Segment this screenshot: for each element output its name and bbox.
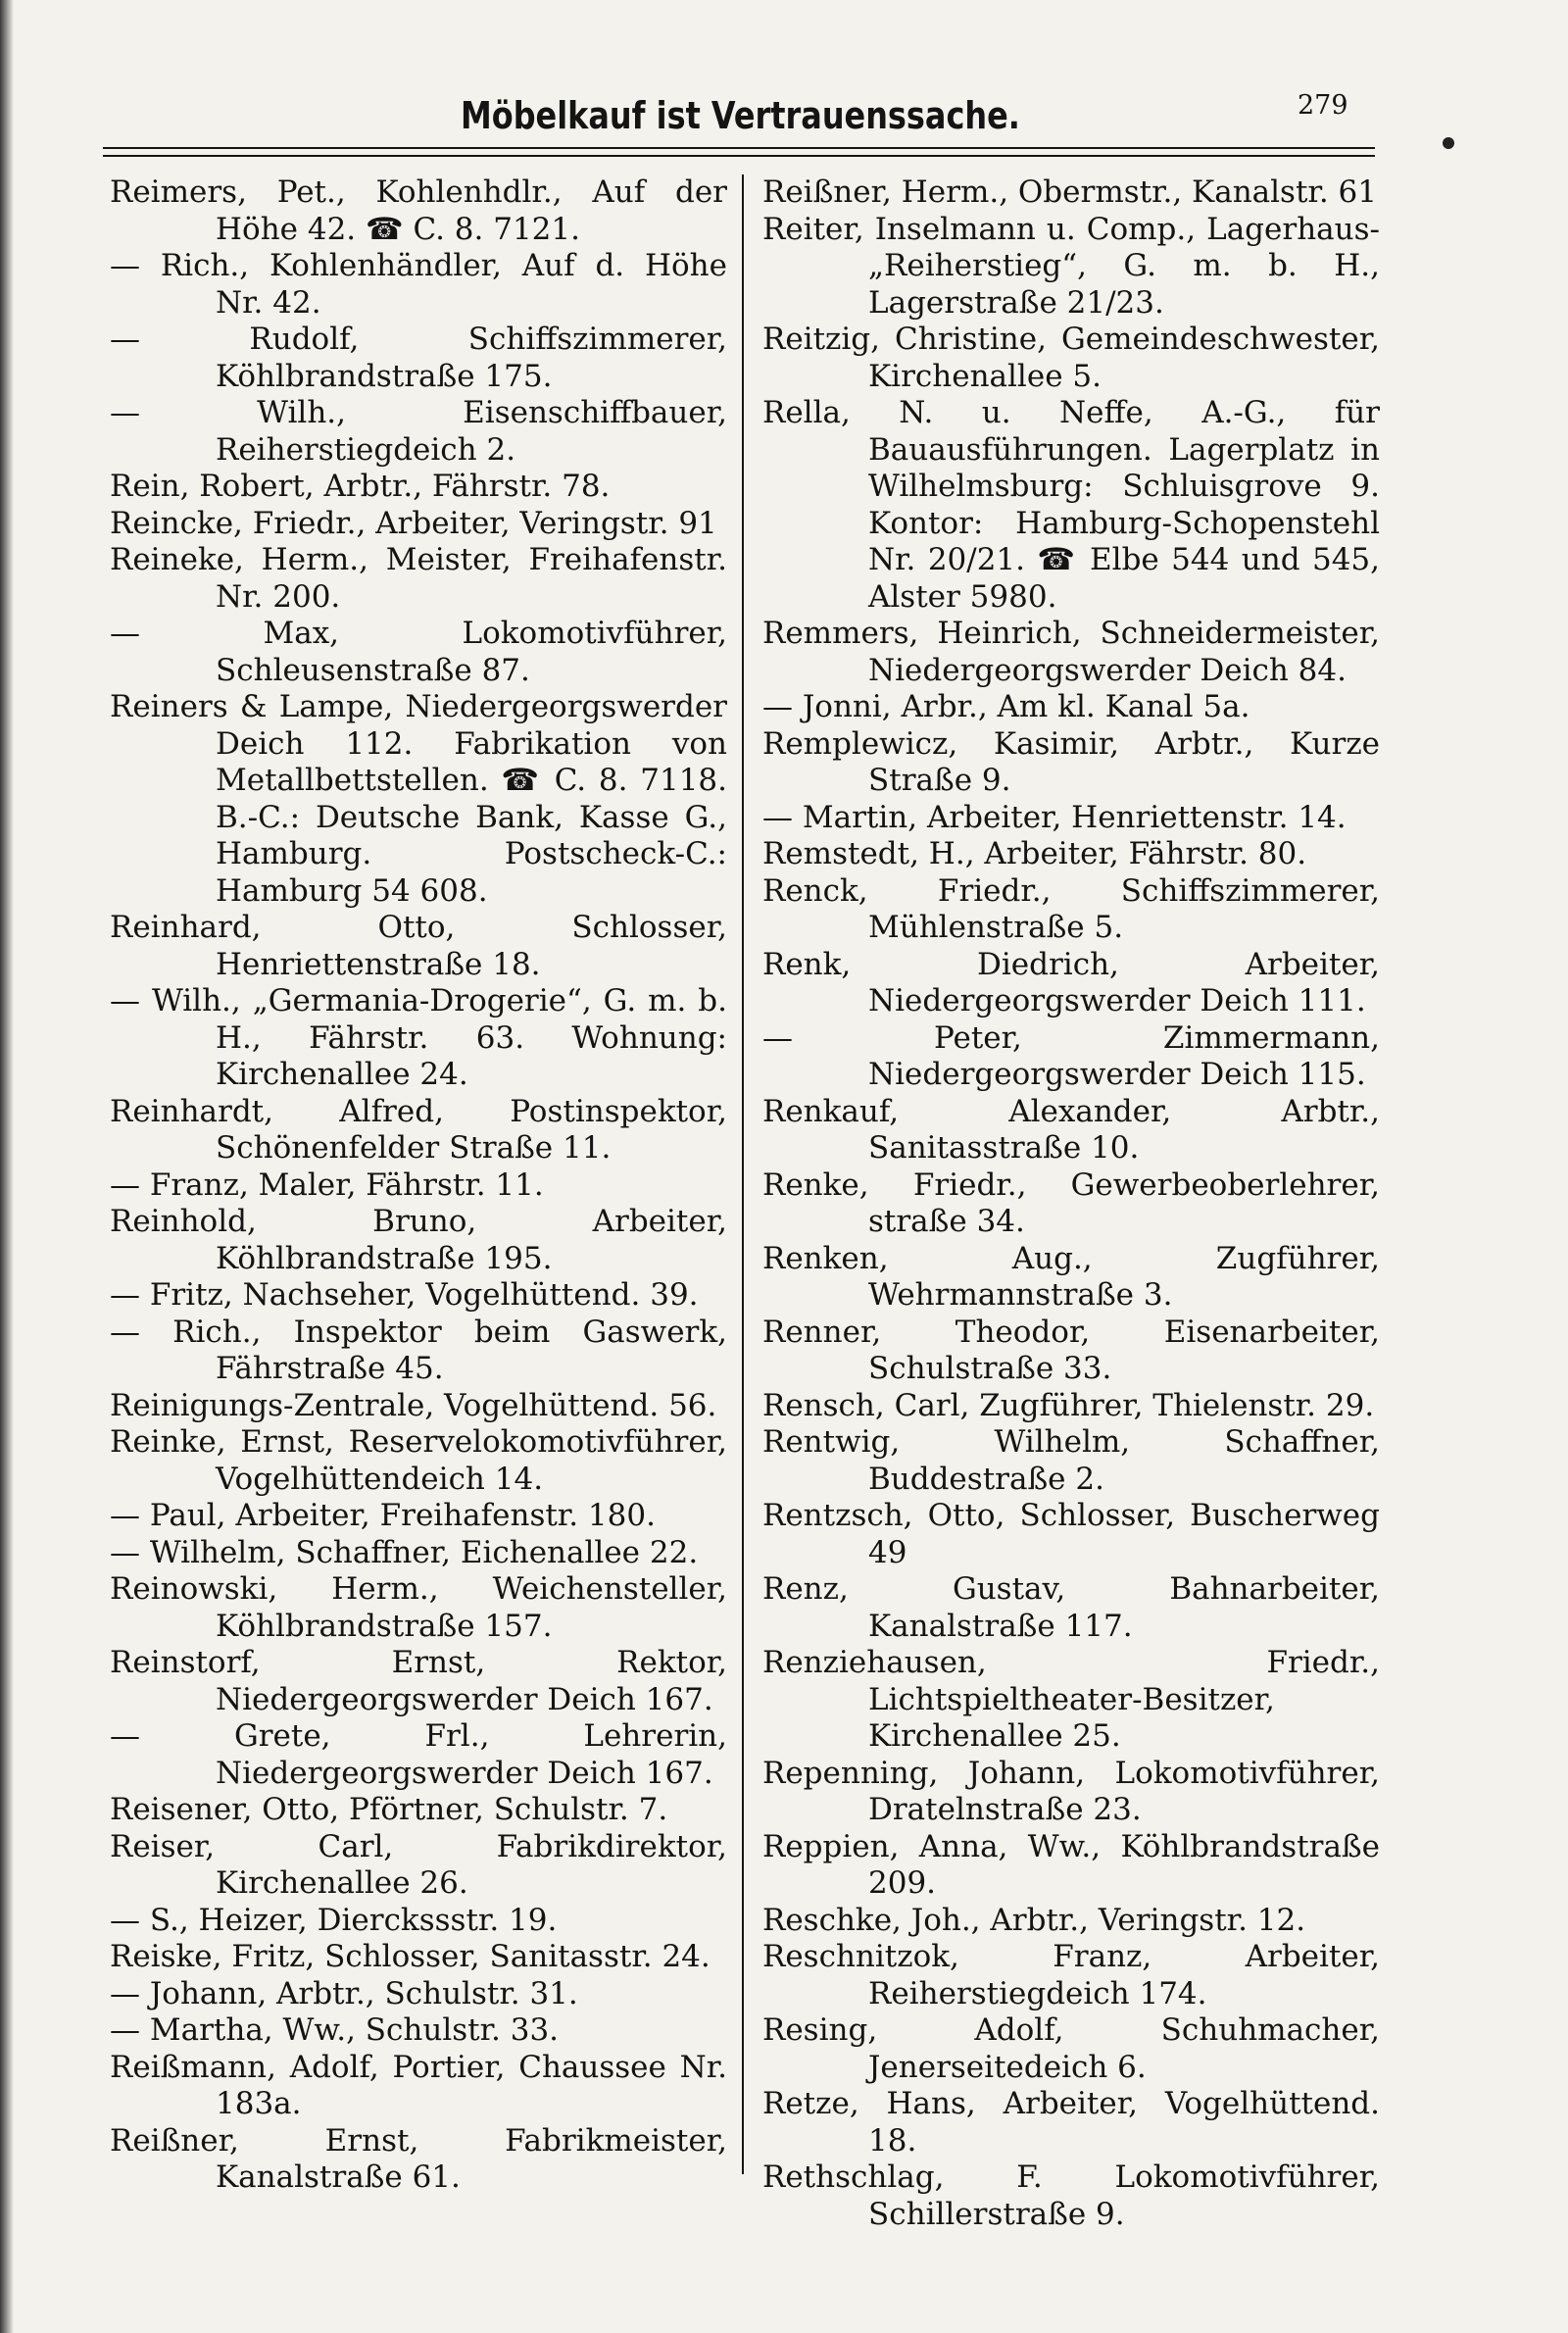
directory-entry: Reinhardt, Alfred, Postinspektor, Schönenfelder Straße 11. — [110, 1093, 727, 1166]
directory-entry: Reinowski, Herm., Weichensteller, Köhlbrandstraße 157. — [110, 1571, 727, 1644]
directory-entry: Reinigungs-Zentrale, Vogelhüttend. 56. — [110, 1387, 717, 1423]
directory-entry: — Wilh., „Germania-Drogerie“, G. m. b. H., Fährstr. 63. Wohnung: Kirchenallee 24. — [110, 983, 727, 1092]
directory-entry: Rentzsch, Otto, Schlosser, Buscherweg 49 — [762, 1498, 1380, 1570]
page-edge-shadow — [0, 0, 14, 2333]
header-rule — [103, 147, 1375, 149]
directory-entry: Repenning, Johann, Lokomotivführer, Dratelnstraße 23. — [762, 1755, 1380, 1827]
punch-mark — [1443, 137, 1454, 149]
directory-entry: — S., Heizer, Dierckssstr. 19. — [110, 1902, 558, 1938]
directory-entry: Renk, Diedrich, Arbeiter, Niedergeorgswerder Deich 111. — [762, 946, 1380, 1018]
directory-entry: — Franz, Maler, Fährstr. 11. — [110, 1166, 544, 1203]
directory-entry: Resing, Adolf, Schuhmacher, Jenerseitedeich 6. — [762, 2012, 1380, 2085]
directory-entry: — Martha, Ww., Schulstr. 33. — [110, 2012, 560, 2048]
directory-entry: Renkauf, Alexander, Arbtr., Sanitasstraße 10. — [762, 1093, 1380, 1166]
directory-entry: Reinke, Ernst, Reservelokomotivführer, Vogelhüttendeich 14. — [110, 1424, 727, 1497]
directory-entry: Reiners & Lampe, Niedergeorgswerder Deich 112. Fabrikation von Metallbettstellen. ☎ C. 8. 7118. B.-C.: Deutsche Bank, Kasse G., Hamburg. Postscheck-C.: Hamburg 54 608. — [110, 689, 727, 909]
directory-entry: — Rich., Inspektor beim Gaswerk, Fährstraße 45. — [110, 1314, 727, 1386]
header-rule — [103, 155, 1375, 157]
directory-entry: Reisener, Otto, Pförtner, Schulstr. 7. — [110, 1792, 668, 1827]
directory-entry: — Wilh., Eisenschiffbauer, Reiherstiegdeich 2. — [110, 395, 727, 468]
directory-entry: Reinhard, Otto, Schlosser, Henriettenstraße 18. — [110, 910, 727, 982]
directory-entry: — Johann, Arbtr., Schulstr. 31. — [110, 1975, 578, 2011]
directory-entry: — Peter, Zimmermann, Niedergeorgswerder Deich 115. — [762, 1019, 1380, 1092]
directory-entry: Reißner, Herm., Obermstr., Kanalstr. 61 — [762, 174, 1377, 210]
directory-entry: — Grete, Frl., Lehrerin, Niedergeorgswerder Deich 167. — [110, 1718, 727, 1791]
directory-entry: Rensch, Carl, Zugführer, Thielenstr. 29. — [762, 1387, 1375, 1423]
directory-entry: — Max, Lokomotivführer, Schleusenstraße 87. — [110, 616, 727, 688]
directory-entry: — Jonni, Arbr., Am kl. Kanal 5a. — [762, 689, 1250, 724]
directory-entry: Renz, Gustav, Bahnarbeiter, Kanalstraße 117. — [762, 1571, 1380, 1644]
directory-entry: Renken, Aug., Zugführer, Wehrmannstraße 3. — [762, 1240, 1380, 1313]
directory-entry: Reincke, Friedr., Arbeiter, Veringstr. 91 — [110, 505, 717, 541]
directory-entry: Remstedt, H., Arbeiter, Fährstr. 80. — [762, 836, 1307, 871]
directory-entry: Retze, Hans, Arbeiter, Vogelhüttend. 18. — [762, 2086, 1380, 2159]
directory-entry: Remmers, Heinrich, Schneidermeister, Niedergeorgswerder Deich 84. — [762, 616, 1380, 688]
directory-entry: Reppien, Anna, Ww., Köhlbrandstraße 209. — [762, 1828, 1380, 1901]
directory-entry: Renziehausen, Friedr., Lichtspieltheater-Besitzer, Kirchenallee 25. — [762, 1645, 1380, 1754]
directory-entry: Renke, Friedr., Gewerbeoberlehrer, straße 34. — [762, 1166, 1380, 1239]
directory-entry: Renck, Friedr., Schiffszimmerer, Mühlenstraße 5. — [762, 872, 1380, 945]
page-number: 279 — [1298, 90, 1348, 121]
directory-entry: Reschnitzok, Franz, Arbeiter, Reiherstiegdeich 174. — [762, 1939, 1380, 2011]
directory-entry: Rentwig, Wilhelm, Schaffner, Buddestraße 2. — [762, 1424, 1380, 1497]
directory-entry: — Wilhelm, Schaffner, Eichenallee 22. — [110, 1534, 699, 1570]
directory-entry: Rella, N. u. Neffe, A.-G., für Bauausführungen. Lagerplatz in Wilhelmsburg: Schluisgrove 9. Kontor: Hamburg-Schopenstehl Nr. 20/21. ☎ Elbe 544 und 545, Alster 5980. — [762, 395, 1380, 615]
directory-entry: Reinhold, Bruno, Arbeiter, Köhlbrandstraße 195. — [110, 1204, 727, 1276]
right-column — [762, 174, 1380, 2233]
directory-entry: Reinstorf, Ernst, Rektor, Niedergeorgswerder Deich 167. — [110, 1645, 727, 1717]
directory-entry: Reiske, Fritz, Schlosser, Sanitasstr. 24. — [110, 1939, 710, 1974]
left-column — [110, 174, 727, 2197]
column-divider — [742, 174, 744, 2174]
directory-entry: — Fritz, Nachseher, Vogelhüttend. 39. — [110, 1277, 699, 1313]
directory-entry: — Paul, Arbeiter, Freihafenstr. 180. — [110, 1498, 656, 1533]
directory-entry: Remplewicz, Kasimir, Arbtr., Kurze Straße 9. — [762, 725, 1380, 798]
directory-entry: Reimers, Pet., Kohlenhdlr., Auf der Höhe 42. ☎ C. 8. 7121. — [110, 174, 727, 247]
directory-entry: — Martin, Arbeiter, Henriettenstr. 14. — [762, 799, 1347, 835]
directory-entry: Renner, Theodor, Eisenarbeiter, Schulstraße 33. — [762, 1314, 1380, 1386]
page-header-title: Möbelkauf ist Vertrauenssache. — [461, 94, 1020, 137]
directory-entry: Rethschlag, F. Lokomotivführer, Schillerstraße 9. — [762, 2159, 1380, 2232]
directory-entry: Reiser, Carl, Fabrikdirektor, Kirchenallee 26. — [110, 1828, 727, 1901]
directory-entry: — Rudolf, Schiffszimmerer, Köhlbrandstraße 175. — [110, 322, 727, 394]
directory-entry: Reschke, Joh., Arbtr., Veringstr. 12. — [762, 1902, 1306, 1938]
directory-entry: Reitzig, Christine, Gemeindeschwester, Kirchenallee 5. — [762, 322, 1380, 394]
directory-entry: Rein, Robert, Arbtr., Fährstr. 78. — [110, 469, 611, 504]
directory-entry: Reißmann, Adolf, Portier, Chaussee Nr. 183a. — [110, 2049, 727, 2121]
directory-entry: Reineke, Herm., Meister, Freihafenstr. Nr. 200. — [110, 542, 727, 615]
directory-entry: Reißner, Ernst, Fabrikmeister, Kanalstraße 61. — [110, 2122, 727, 2195]
directory-entry: Reiter, Inselmann u. Comp., Lagerhaus-„Reiherstieg“, G. m. b. H., Lagerstraße 21/23. — [762, 211, 1380, 321]
directory-entry: — Rich., Kohlenhändler, Auf d. Höhe Nr. 42. — [110, 248, 727, 321]
